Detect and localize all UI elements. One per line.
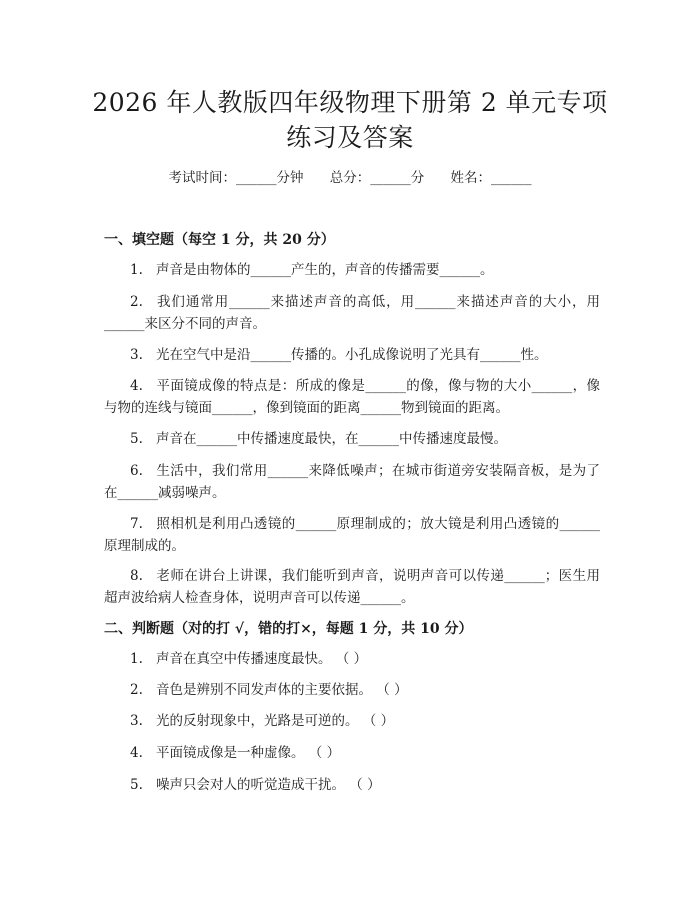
fill-question [104,344,600,366]
question-number: 4. [130,745,143,761]
question-text: 声音在______中传播速度最快，在______中传播速度最慢。 [156,431,507,447]
judge-question [104,774,600,796]
judge-question [104,710,600,732]
judge-question [104,742,600,764]
student-name-field: 姓名：______ [450,170,532,186]
question-text: 老师在讲台上讲课，我们能听到声音，说明声音可以传递______；医生用超声波给病人检查身体，说明声音可以传递______。 [104,568,600,606]
question-text: 平面镜成像的特点是：所成的像是______的像，像与物的大小______，像与物的连线与镜面______，像到镜面的距离______物到镜面的距离。 [104,378,600,416]
question-text: 光在空气中是沿______传播的。小孔成像说明了光具有______性。 [156,347,548,363]
total-score-field: 总分：______分 [329,170,425,186]
question-number: 2. [130,682,143,698]
question-text: 生活中，我们常用______来降低噪声；在城市街道旁安装隔音板，是为了在______减弱噪声。 [104,463,600,501]
question-number: 5. [130,777,143,793]
fill-question [104,565,600,609]
judge-question [104,648,600,670]
fill-question [104,513,600,557]
fill-question [104,291,600,335]
question-text: 音色是辨别不同发声体的主要依据。 （ ） [156,682,408,698]
exam-info-line [0,168,700,188]
question-number: 4. [130,378,143,394]
question-text: 噪声只会对人的听觉造成干扰。 （ ） [156,777,381,793]
question-number: 7. [130,516,143,532]
section-fill-in-heading: 一、填空题（每空 1 分，共 20 分） [104,232,335,248]
exam-time-field: 考试时间：______分钟 [168,170,304,186]
document-title-line-2: 练习及答案 [286,123,414,152]
question-number: 2. [130,294,143,310]
question-number: 3. [130,347,143,363]
fill-question [104,428,600,450]
question-number: 1. [130,262,143,278]
question-text: 我们通常用______来描述声音的高低，用______来描述声音的大小，用______来区分不同的声音。 [104,294,600,332]
question-number: 8. [130,568,143,584]
fill-question [104,375,600,419]
question-text: 光的反射现象中，光路是可逆的。 （ ） [156,713,395,729]
fill-question [104,460,600,504]
judge-question [104,679,600,701]
question-number: 3. [130,713,143,729]
question-text: 声音是由物体的______产生的，声音的传播需要______。 [156,262,494,278]
question-text: 声音在真空中传播速度最快。 （ ） [156,651,368,667]
question-text: 平面镜成像是一种虚像。 （ ） [156,745,341,761]
section-true-false-heading: 二、判断题（对的打 √，错的打×，每题 1 分，共 10 分） [104,621,473,637]
question-number: 1. [130,651,143,667]
question-text: 照相机是利用凸透镜的______原理制成的；放大镜是利用凸透镜的______原理制成的。 [104,516,600,554]
document-title-line-1: 2026 年人教版四年级物理下册第 2 单元专项 [92,88,608,117]
question-number: 6. [130,463,143,479]
question-number: 5. [130,431,143,447]
fill-question [104,259,600,281]
